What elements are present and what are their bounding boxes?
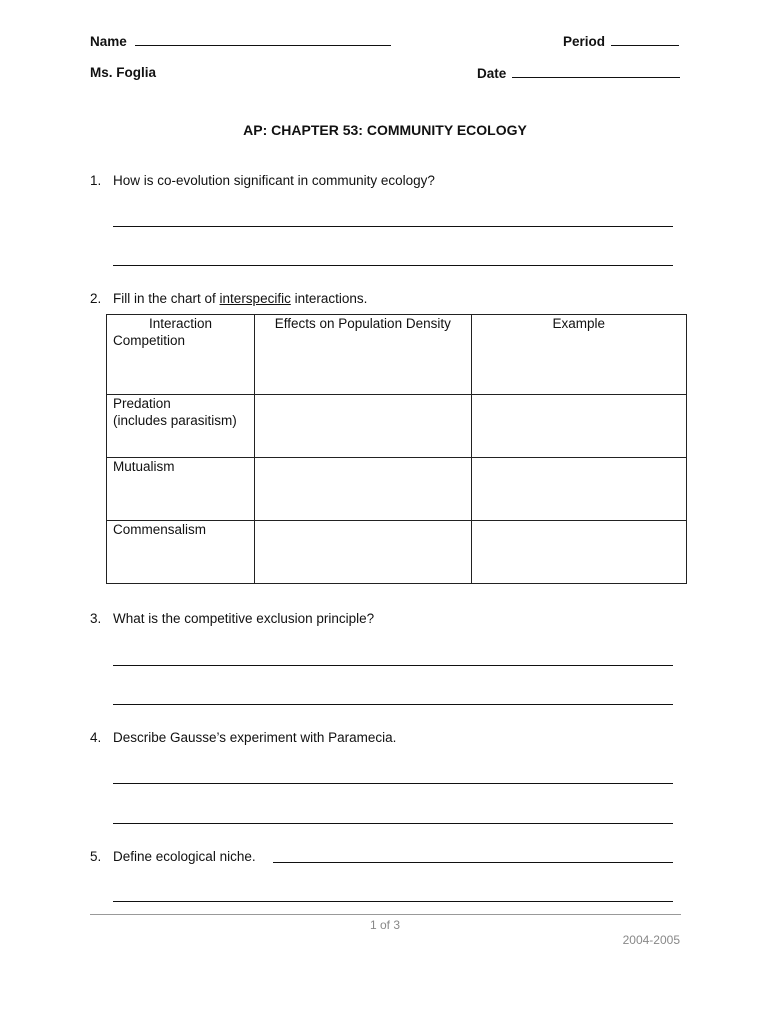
answer-line[interactable] [113,665,673,666]
interactions-chart [106,314,687,584]
answer-line[interactable] [113,901,673,902]
table-row [107,332,687,395]
chart-row-label [107,395,255,458]
table-row [107,521,687,584]
question-2-text-before: Fill in the chart of [113,291,220,306]
chart-row-label [107,458,255,521]
page-number: 1 of 3 [369,918,401,932]
question-1-text: How is co-evolution significant in community ecology? [113,173,435,188]
question-2-number: 2. [90,291,102,306]
interaction-name: Competition [113,333,186,348]
effects-cell[interactable] [255,458,471,521]
example-cell[interactable] [471,521,686,584]
question-5-number: 5. [90,849,102,864]
name-field [90,33,391,49]
question-2-underlined-word: interspecific [219,291,291,306]
date-blank[interactable] [512,65,680,78]
effects-cell[interactable] [255,332,471,395]
chart-header-effects: Effects on Population Density [255,315,471,333]
answer-line[interactable] [273,862,673,863]
answer-line[interactable] [113,783,673,784]
question-1-number: 1. [90,173,102,188]
question-2-text [113,291,367,306]
chart-header-example: Example [471,315,686,333]
interaction-name: Predation [113,396,171,411]
chart-header-row [107,315,687,333]
name-blank[interactable] [135,33,391,46]
period-label: Period [563,34,606,49]
footer-divider [90,914,681,915]
school-year: 2004-2005 [622,933,680,947]
answer-line[interactable] [113,704,673,705]
interaction-name: Mutualism [113,459,175,474]
answer-line[interactable] [113,265,673,266]
chart-row-label [107,521,255,584]
example-cell[interactable] [471,458,686,521]
period-field [563,33,679,49]
question-2-text-after: interactions. [290,291,368,306]
question-4-text: Describe Gausse’s experiment with Paramecia. [113,730,397,745]
page-title: AP: CHAPTER 53: COMMUNITY ECOLOGY [243,122,527,138]
example-cell[interactable] [471,395,686,458]
answer-line[interactable] [113,823,673,824]
question-3-number: 3. [90,611,102,626]
effects-cell[interactable] [255,395,471,458]
question-5-text: Define ecological niche. [113,849,256,864]
question-4-number: 4. [90,730,102,745]
teacher-name: Ms. Foglia [90,65,157,80]
period-blank[interactable] [611,33,679,46]
interaction-note: (includes parasitism) [113,413,237,428]
effects-cell[interactable] [255,521,471,584]
table-row [107,458,687,521]
answer-line[interactable] [113,226,673,227]
date-field [477,65,680,81]
name-label: Name [90,34,127,49]
chart-row-label [107,332,255,395]
example-cell[interactable] [471,332,686,395]
date-label: Date [477,66,507,81]
chart-header-interaction: Interaction [107,315,255,333]
interaction-name: Commensalism [113,522,207,537]
table-row [107,395,687,458]
question-3-text: What is the competitive exclusion principle? [113,611,375,626]
